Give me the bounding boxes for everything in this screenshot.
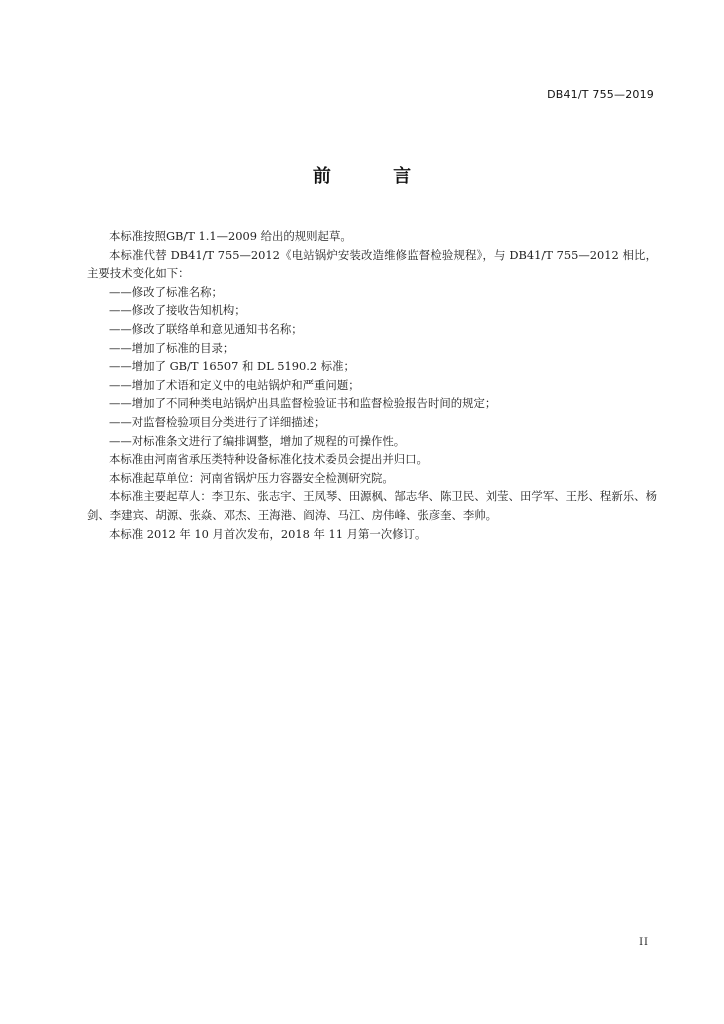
paragraph-release-history: 本标准 2012 年 10 月首次发布，2018 年 11 月第一次修订。 — [109, 526, 427, 541]
change-item: ——对标准条文进行了编排调整，增加了规程的可操作性。 — [109, 433, 406, 448]
change-item: ——增加了标准的目录； — [109, 340, 235, 355]
change-item: ——增加了术语和定义中的电站锅炉和严重问题； — [109, 377, 360, 392]
paragraph-drafting-rules: 本标准按照GB/T 1.1—2009 给出的规则起草。 — [109, 229, 352, 243]
page-title: 前 言 — [312, 166, 440, 187]
change-item: ——修改了联络单和意见通知书名称； — [109, 321, 303, 336]
paragraph-drafting-unit: 本标准起草单位：河南省锅炉压力容器安全检测研究院。 — [109, 470, 394, 485]
change-item: ——对监督检验项目分类进行了详细描述； — [109, 414, 326, 429]
foreword-body — [87, 227, 657, 543]
paragraph-replaces: 本标准代替 DB41/T 755—2012《电站锅炉安装改造维修监督检验规程》，与 DB41/T 755—2012 相比，主要技术变化如下： — [87, 247, 657, 281]
change-item: ——增加了 GB/T 16507 和 DL 5190.2 标准； — [109, 359, 355, 374]
paragraph-drafters: 本标准主要起草人：李卫东、张志宇、王凤琴、田源枫、郜志华、陈卫民、刘莹、田学军、王彤、程新乐、杨剑、李建宾、胡源、张焱、邓杰、王海港、阎涛、马江、房伟峰、张彦奎、李帅。 — [87, 489, 657, 522]
change-item: ——修改了标准名称； — [109, 284, 223, 299]
change-item: ——修改了接收告知机构； — [109, 303, 246, 318]
paragraph-proposed-by: 本标准由河南省承压类特种设备标准化技术委员会提出并归口。 — [109, 452, 428, 467]
change-item: ——增加了不同种类电站锅炉出具监督检验证书和监督检验报告时间的规定； — [109, 396, 497, 411]
page-number: II — [639, 937, 649, 948]
standard-code: DB41/T 755—2019 — [547, 88, 654, 101]
